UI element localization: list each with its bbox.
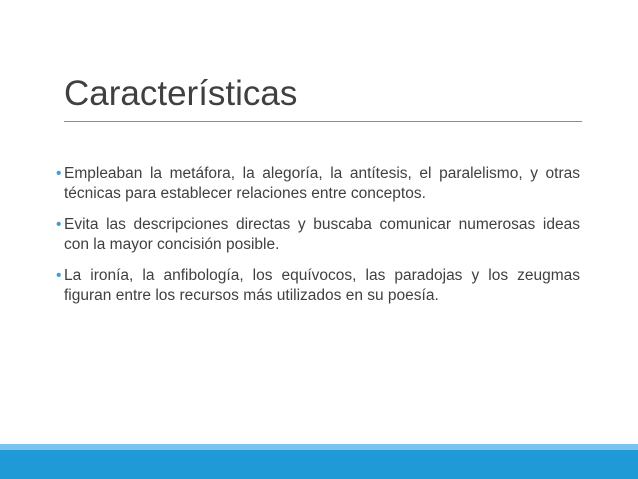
bullet-text: Evita las descripciones directas y buscaba comunicar numerosas ideas con la mayor concisión posible.: [64, 216, 580, 253]
bullet-item: [56, 164, 580, 204]
bullet-text: La ironía, la anfibología, los equívocos, las paradojas y los zeugmas figuran entre los recursos más utilizados en su poesía.: [64, 267, 580, 304]
bullet-icon: •: [56, 165, 62, 182]
bullet-item: [56, 266, 580, 306]
bullet-icon: •: [56, 267, 62, 284]
bullet-item: [56, 215, 580, 255]
bullet-list: [56, 164, 580, 317]
title-underline: [64, 121, 582, 122]
slide-title: Características: [64, 74, 298, 113]
bullet-icon: •: [56, 216, 62, 233]
bullet-text: Empleaban la metáfora, la alegoría, la antítesis, el paralelismo, y otras técnicas para establecer relaciones entre conceptos.: [64, 165, 580, 202]
footer-bar: [0, 450, 638, 479]
